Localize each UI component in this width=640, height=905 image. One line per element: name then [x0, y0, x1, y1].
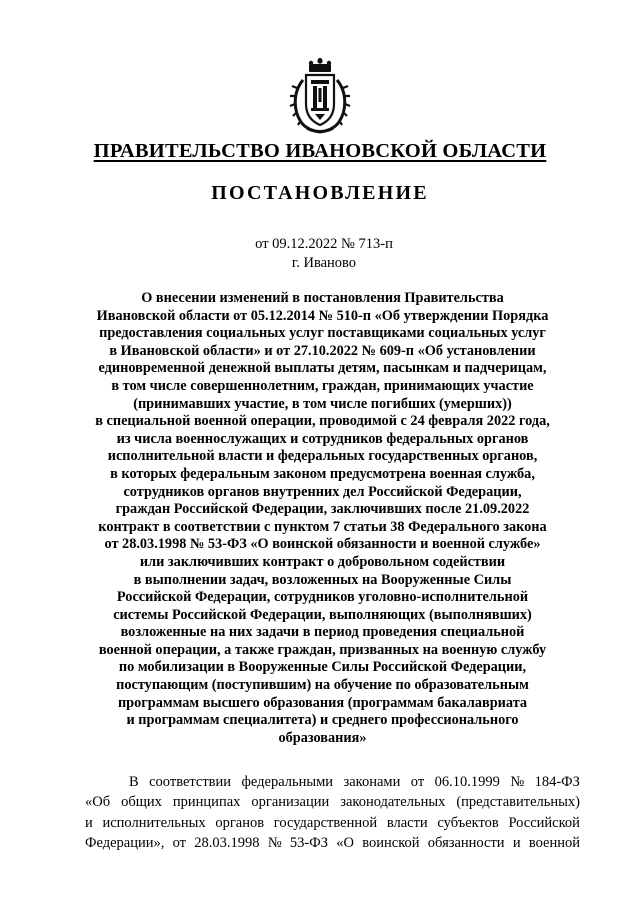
body-word: В — [129, 774, 139, 790]
body-word: 184-ФЗ — [534, 774, 580, 790]
resolution-subject — [60, 290, 585, 747]
subject-line: военной операции, а также граждан, призванных на военную службу — [98, 641, 547, 658]
body-word: № — [510, 774, 525, 790]
body-word: 53-ФЗ — [289, 834, 328, 851]
body-word: обязанности — [427, 834, 505, 851]
subject-line: в Ивановской области» и от 27.10.2022 № 609-п «Об установлении — [109, 342, 536, 359]
body-word: законодательных — [340, 794, 446, 811]
body-word: федеральными — [241, 774, 334, 790]
body-word: законами — [343, 774, 401, 790]
subject-line: в выполнении задач, возложенных на Вооруженные Силы — [133, 571, 512, 588]
subject-line: программам высшего образования (программам бакалавриата — [117, 694, 528, 711]
subject-line: системы Российской Федерации, выполняющих (выполнявших) — [113, 606, 532, 623]
body-word: от — [172, 834, 187, 851]
document-city: г. Иваново — [291, 255, 357, 271]
body-line — [85, 813, 580, 833]
body-line — [85, 792, 580, 812]
body-word: и — [512, 834, 521, 851]
subject-line: от 28.03.1998 № 53-ФЗ «О воинской обязанности и военной службе» — [104, 536, 541, 553]
subject-line: или заключивших контракт о добровольном содействии — [139, 553, 506, 570]
body-word: «О — [336, 834, 354, 851]
body-word: и — [85, 814, 93, 831]
body-word: органов — [215, 814, 265, 831]
subject-line: контракт в соответствии с пунктом 7 статьи 38 Федерального закона — [98, 518, 547, 535]
body-word: воинской — [362, 834, 420, 851]
body-word: (представительных) — [456, 794, 580, 811]
subject-line: предоставления социальных услуг поставщиками социальных услуг — [99, 325, 546, 342]
body-word: военной — [528, 834, 580, 851]
subject-line: поступающим (поступившим) на обучение по образовательным — [116, 677, 529, 694]
body-word: Российской — [508, 814, 580, 831]
subject-line: исполнительной власти и федеральных государственных органов, — [107, 448, 538, 465]
subject-line: Ивановской области от 05.12.2014 № 510-п «Об утверждении Порядка — [96, 307, 549, 324]
body-word: соответствии — [149, 774, 232, 790]
subject-line: О внесении изменений в постановления Правительства — [141, 290, 504, 306]
body-word: от — [410, 774, 425, 790]
subject-line: и программам специалитета) и среднего профессионального — [126, 712, 519, 729]
body-word: организации — [251, 794, 330, 811]
government-title: ПРАВИТЕЛЬСТВО ИВАНОВСКОЙ ОБЛАСТИ — [93, 140, 547, 162]
subject-line: возложенные на них задачи в период проведения специальной — [120, 624, 525, 641]
subject-line: граждан Российской Федерации, заключивших после 21.09.2022 — [115, 501, 530, 518]
body-word: власти — [386, 814, 428, 831]
body-word: № — [267, 834, 282, 851]
body-line — [85, 833, 580, 853]
subject-line: из числа военнослужащих и сотрудников федеральных органов — [116, 430, 529, 447]
subject-line: в том числе совершеннолетним, граждан, принимающих участие — [111, 377, 534, 394]
subject-line: в специальной военной операции, проводимой с 24 февраля 2022 года, — [95, 413, 550, 430]
subject-line: единовременной денежной выплаты детям, пасынкам и падчерицам, — [98, 360, 547, 377]
body-word: Федерации», — [85, 834, 165, 851]
body-word: общих — [121, 794, 162, 811]
subject-line: Российской Федерации, сотрудников уголовно-исполнительной — [116, 589, 529, 606]
body-word: 06.10.1999 — [434, 774, 500, 790]
document-type-title: ПОСТАНОВЛЕНИЕ — [211, 182, 429, 204]
body-word: принципах — [172, 794, 241, 811]
subject-line: сотрудников органов внутренних дел Российской Федерации, — [123, 483, 522, 500]
coat-of-arms-icon — [289, 58, 351, 134]
subject-line: (принимавших участие, в том числе погибших (умерших)) — [133, 395, 512, 412]
subject-line: образования» — [278, 729, 367, 746]
subject-line: в которых федеральным законом предусмотрена военная служба, — [110, 465, 535, 482]
resolution-body — [85, 772, 580, 853]
body-word: 28.03.1998 — [194, 834, 260, 851]
document-date-number: от 09.12.2022 № 713-п — [255, 236, 393, 252]
body-word: исполнительных — [102, 814, 206, 831]
body-line — [85, 772, 580, 792]
subject-line: по мобилизации в Вооруженные Силы Российской Федерации, — [118, 659, 527, 676]
body-word: «Об — [85, 794, 111, 811]
body-word: государственной — [273, 814, 378, 831]
body-word: субъектов — [437, 814, 499, 831]
